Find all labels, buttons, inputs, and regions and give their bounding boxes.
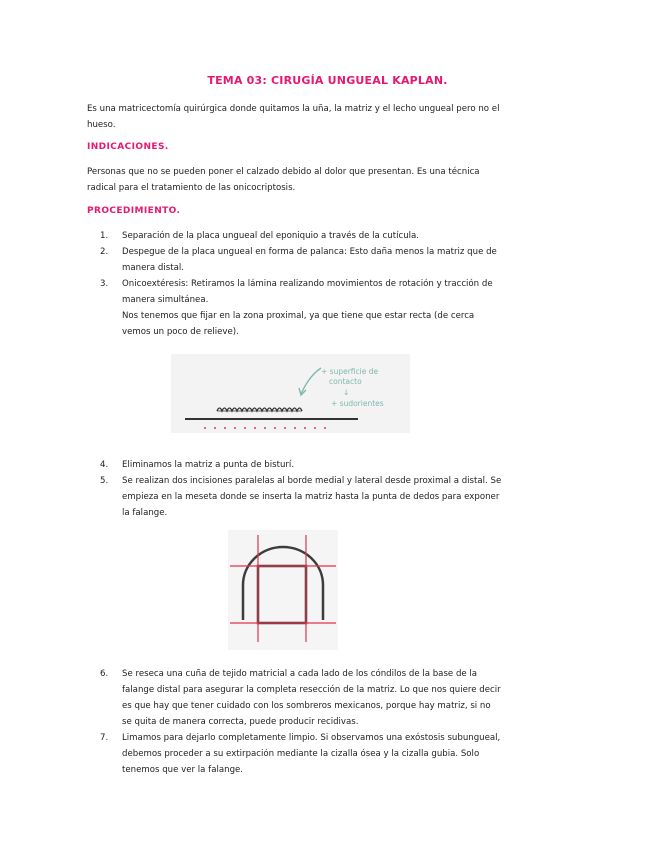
matrix-sketch-figure	[171, 354, 410, 433]
steps-list-c	[100, 666, 520, 778]
indicaciones-paragraph	[87, 164, 527, 196]
annotation-arrow	[301, 368, 321, 394]
annotation-line: contacto	[329, 377, 362, 386]
steps-list-a	[100, 228, 520, 340]
list-item	[100, 730, 520, 778]
indicaciones-line: radical para el tratamiento de las onicocriptosis.	[87, 183, 296, 193]
step-line: Despegue de la placa ungueal en forma de palanca: Esto daña menos la matriz que de	[122, 247, 497, 257]
page-title: TEMA 03: CIRUGÍA UNGUEAL KAPLAN.	[207, 74, 448, 87]
step-line: debemos proceder a su extirpación mediante la cizalla ósea y la cizalla gubia. Solo	[122, 749, 480, 759]
annotation-line: + superficie de	[321, 367, 379, 376]
matrix-square	[258, 566, 306, 623]
step-line: manera simultánea.	[122, 295, 209, 305]
intro-line: hueso.	[87, 120, 116, 130]
list-item	[100, 228, 520, 244]
step-number: 2.	[100, 247, 109, 257]
step-line: Limamos para dejarlo completamente limpio. Si observamos una exóstosis subungueal,	[122, 733, 501, 743]
matrix-wave	[217, 408, 302, 411]
list-item	[100, 244, 520, 276]
step-line: Separación de la placa ungueal del eponiquio a través de la cutícula.	[122, 231, 420, 241]
incision-diagram	[228, 530, 338, 650]
intro-line: Es una matricectomía quirúrgica donde quitamos la uña, la matriz y el lecho ungueal pero no el	[87, 104, 500, 114]
step-line: es que hay que tener cuidado con los sombreros mexicanos, porque hay matriz, si no	[122, 701, 491, 711]
list-item	[100, 473, 520, 521]
list-item	[100, 457, 520, 473]
step-line: falange distal para asegurar la completa resección de la matriz. Lo que nos quiere decir	[122, 685, 501, 695]
step-line: Se reseca una cuña de tejido matricial a cada lado de los cóndilos de la base de la	[122, 669, 478, 679]
indicaciones-heading: INDICACIONES.	[87, 142, 169, 152]
step-line: empieza en la meseta donde se inserta la matriz hasta la punta de dedos para exponer	[122, 492, 500, 502]
red-dots	[204, 427, 326, 429]
step-line: la falange.	[122, 508, 168, 518]
step-line: manera distal.	[122, 263, 184, 273]
intro-paragraph	[87, 101, 527, 133]
step-line: tenemos que ver la falange.	[122, 765, 244, 775]
step-number: 4.	[100, 460, 109, 470]
annotation-line: + sudorientes	[331, 399, 384, 408]
steps-list-b	[100, 457, 520, 521]
incision-diagram-figure	[228, 530, 338, 650]
list-item	[100, 276, 520, 308]
list-item	[100, 666, 520, 730]
step-number: 6.	[100, 669, 109, 679]
step-note	[100, 308, 520, 340]
procedimiento-heading: PROCEDIMIENTO.	[87, 206, 181, 216]
step-line: Onicoextéresis: Retiramos la lámina realizando movimientos de rotación y tracción de	[122, 279, 493, 289]
step-line: Se realizan dos incisiones paralelas al borde medial y lateral desde proximal a distal. Se	[122, 476, 502, 486]
step-line: Eliminamos la matriz a punta de bisturí.	[122, 460, 295, 470]
indicaciones-line: Personas que no se pueden poner el calzado debido al dolor que presentan. Es una técnica	[87, 167, 480, 177]
matrix-sketch	[171, 354, 410, 433]
phalanx-outline	[243, 547, 323, 620]
step-number: 3.	[100, 279, 109, 289]
note-line: vemos un poco de relieve).	[122, 327, 239, 337]
step-number: 5.	[100, 476, 109, 486]
annotation-line: ↓	[343, 388, 350, 397]
step-number: 1.	[100, 231, 109, 241]
step-line: se quita de manera correcta, puede producir recidivas.	[122, 717, 359, 727]
note-line: Nos tenemos que fijar en la zona proximal, ya que tiene que estar recta (de cerca	[122, 311, 475, 321]
step-number: 7.	[100, 733, 109, 743]
